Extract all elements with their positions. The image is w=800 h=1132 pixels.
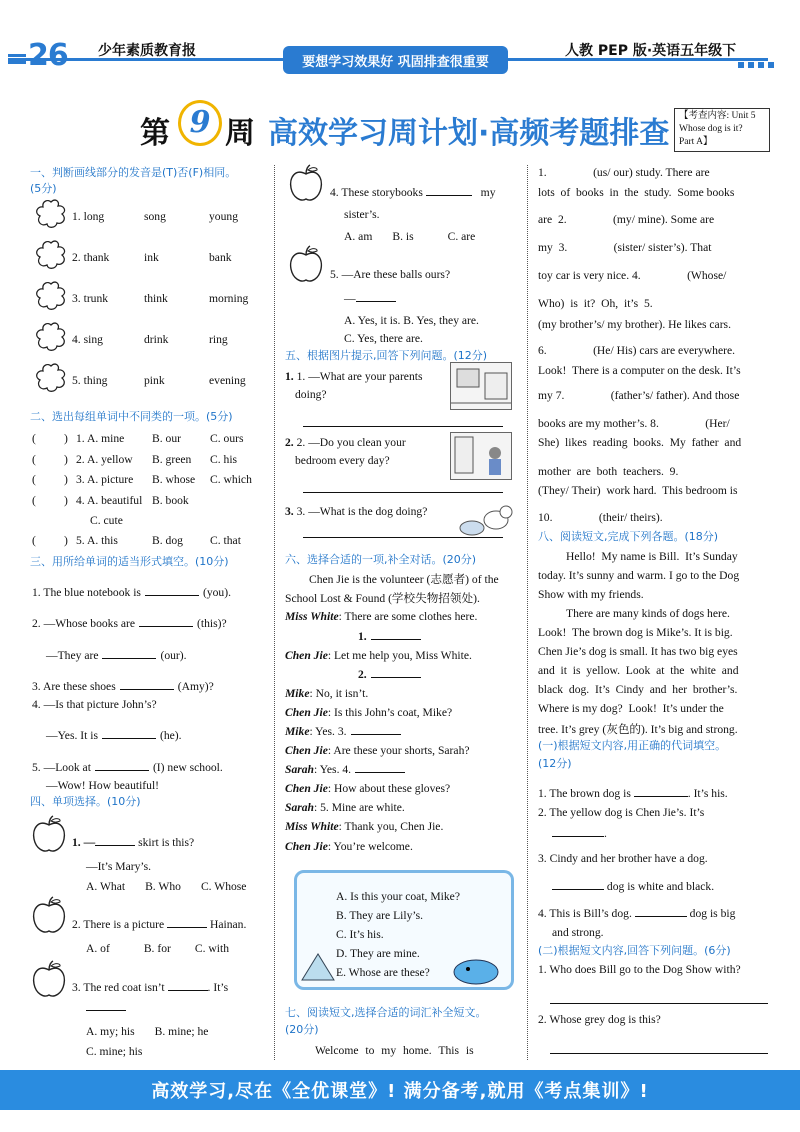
option[interactable]: B. is [392, 230, 414, 243]
speaker: Chen Jie [285, 706, 328, 719]
section-8-title: 八、阅读短文,完成下列各题。(18分) [538, 530, 719, 543]
flower-icon [34, 198, 68, 233]
answer-blank[interactable] [426, 186, 472, 196]
s6-intro: School Lost & Found (学校失物招领处). [285, 592, 480, 605]
s3-stem: —They are [46, 649, 99, 662]
s8-passage-line: Chen Jie’s dog is small. It has two big eyes [538, 645, 738, 658]
s2-cell: ) [64, 432, 68, 445]
s8-sub1-score: (12分) [538, 757, 572, 770]
s8-passage-line: today. It’s sunny and warm. I go to the Dog [538, 569, 740, 582]
page-title: 高效学习周计划·高频考题排查 [268, 116, 670, 151]
s2-cell[interactable]: B. book [152, 494, 189, 507]
section-4-title: 四、单项选择。(10分) [30, 795, 141, 808]
option[interactable]: C. Yes, there are. [344, 332, 423, 345]
s3-question [32, 617, 227, 630]
option[interactable]: A. of [86, 942, 110, 955]
dialogue-text: : How about these gloves? [327, 782, 451, 795]
page-number: 26 [28, 38, 68, 73]
s3-hint: (this)? [197, 617, 227, 630]
q5-3-line1: 3. —What is the dog doing? [296, 505, 428, 518]
answer-blank[interactable] [356, 292, 396, 302]
dialogue-text: 2. [358, 668, 367, 681]
s7-line: 6. (He/ His) cars are everywhere. [538, 344, 736, 357]
s8-passage-line: black dog. It’s Cindy and her brother’s. [538, 683, 738, 696]
s8-q1: 1. The brown dog is [538, 787, 631, 800]
speaker: Chen Jie [285, 744, 328, 757]
s1-word: bank [209, 251, 232, 264]
option[interactable]: B. for [143, 942, 171, 955]
s8-q1-end: . It’s his. [687, 787, 728, 800]
flower-icon [34, 239, 68, 274]
section-1-title: 一、判断画线部分的发音是(T)否(F)相同。 [30, 166, 237, 179]
s3-hint: (you). [202, 586, 231, 599]
s8-passage-line: Look! The brown dog is Mike’s. It is big. [538, 626, 733, 639]
s1-word: drink [144, 333, 169, 346]
s7-line: lots of books in the study. Some books [538, 186, 735, 199]
q4-2-stem: 2. There is a picture [72, 918, 165, 931]
s3-stem: 2. —Whose books are [32, 617, 136, 630]
s8-q4-line2: and strong. [552, 926, 604, 939]
answer-blank[interactable] [167, 918, 207, 928]
s8-r1: 1. Who does Bill go to the Dog Show with? [538, 963, 741, 976]
answer-line[interactable] [550, 1053, 768, 1054]
s3-hint: (our). [160, 649, 187, 662]
flower-icon [34, 280, 68, 315]
s1-word: song [144, 210, 166, 223]
speaker: Mike [285, 687, 310, 700]
q4-4-stem: 4. These storybooks [330, 186, 423, 199]
s7-line: toy car is very nice. 4. (Whose/ [538, 269, 727, 282]
dialogue-line [285, 687, 368, 700]
s2-cell[interactable]: B. dog [152, 534, 183, 547]
grade-label: 人教 PEP 版·英语五年级下 [565, 43, 737, 59]
q4-5-stem: 5. —Are these balls ours? [330, 268, 451, 281]
option[interactable]: C. Whose [200, 880, 247, 893]
s2-cell[interactable]: 3. A. picture [76, 473, 134, 486]
s3-question [46, 649, 187, 662]
s7-line: are 2. (my/ mine). Some are [538, 213, 715, 226]
s3-stem: 5. —Look at [32, 761, 91, 774]
speaker: Mike [285, 725, 310, 738]
section-6-title: 六、选择合适的一项,补全对话。(20分) [285, 553, 477, 566]
q5-2-line2: bedroom every day? [295, 454, 390, 467]
s2-cell: ( [32, 432, 36, 445]
q5-1-line1: 1. —What are your parents [296, 370, 423, 383]
answer-blank[interactable] [552, 880, 604, 890]
speaker: Chen Jie [285, 840, 328, 853]
dialogue-text: : Thank you, Chen Jie. [338, 820, 444, 833]
q5-2-line1: 2. —Do you clean your [296, 436, 406, 449]
s8-q3: 3. Cindy and her brother have a dog. [538, 852, 708, 865]
column-divider [527, 165, 528, 1060]
s2-cell[interactable]: B. green [152, 453, 192, 466]
dialogue-line [285, 840, 413, 853]
footer-banner: 高效学习,尽在《全优课堂》! 满分备考,就用《考点集训》! [0, 1070, 800, 1110]
s2-cell[interactable]: 2. A. yellow [76, 453, 133, 466]
dialogue-line [285, 706, 452, 719]
title-week-post: 周 [225, 116, 255, 151]
s8-passage-line: There are many kinds of dogs here. [566, 607, 730, 620]
s3-stem: 3. Are these shoes [32, 680, 116, 693]
s2-cell: ( [32, 473, 36, 486]
answer-blank[interactable] [102, 729, 156, 739]
s7-line: Look! There is a computer on the desk. It’s [538, 364, 741, 377]
s2-cell: ) [64, 494, 68, 507]
s7-line: mother are both teachers. 9. [538, 465, 679, 478]
q4-5-dash: — [344, 292, 356, 305]
speaker: Chen Jie [285, 782, 328, 795]
s3-question [46, 779, 159, 792]
option[interactable]: C. with [194, 942, 230, 955]
s3-stem: —Yes. It is [46, 729, 98, 742]
s2-cell[interactable]: C. that [210, 534, 241, 547]
dialog-option[interactable]: D. They are mine. [336, 947, 420, 960]
s2-cell[interactable]: 5. A. this [76, 534, 118, 547]
s7-line: 10. (their/ theirs). [538, 511, 663, 524]
s2-cell[interactable]: C. his [210, 453, 238, 466]
s8-passage-line: Hello! My name is Bill. It’s Sunday [566, 550, 738, 563]
dialogue-text: : No, it isn’t. [309, 687, 369, 700]
dialogue-line [285, 725, 401, 738]
answer-blank[interactable] [95, 761, 149, 771]
s3-question [32, 586, 231, 599]
s1-word: young [209, 210, 238, 223]
s2-cell: ( [32, 534, 36, 547]
dialogue-text: : Let me help you, Miss White. [327, 649, 472, 662]
dialogue-text: : There are some clothes here. [338, 610, 478, 623]
option[interactable]: A. What [86, 880, 126, 893]
dialogue-line [358, 630, 421, 643]
s2-cell[interactable]: 4. A. beautiful [76, 494, 143, 507]
s3-question [32, 761, 223, 774]
s8-sub2: (二)根据短文内容,回答下列问题。(6分) [538, 944, 731, 957]
q4-2-end: Hainan. [210, 918, 247, 931]
s3-stem: 1. The blue notebook is [32, 586, 141, 599]
s8-passage-line: tree. It’s grey (灰色的). It’s big and strong. [538, 723, 738, 736]
s7-line: my 3. (sister/ sister’s). That [538, 241, 712, 254]
answer-blank[interactable] [552, 827, 604, 837]
answer-blank[interactable] [120, 680, 174, 690]
apple-icon [30, 960, 68, 1000]
q4-1-line2: —It’s Mary’s. [86, 860, 152, 873]
answer-line[interactable] [550, 1003, 768, 1004]
dialogue-line [285, 744, 470, 757]
s2-cell[interactable]: C. cute [90, 514, 123, 527]
s8-passage-line: Where is my dog? Look! It’s under the [538, 702, 724, 715]
dialogue-text: 1. [358, 630, 367, 643]
s2-cell: ( [32, 453, 36, 466]
section-7-score: (20分) [285, 1023, 319, 1036]
s7-line: my 7. (father’s/ father). And those [538, 389, 740, 402]
dialog-option[interactable]: E. Whose are these? [336, 966, 430, 979]
answer-blank[interactable] [351, 725, 401, 735]
s1-word: ring [209, 333, 228, 346]
answer-blank[interactable] [635, 907, 687, 917]
s3-stem: 4. —Is that picture John’s? [32, 698, 157, 711]
dialogue-line [358, 668, 421, 681]
speaker: Miss White [285, 820, 339, 833]
s8-r2: 2. Whose grey dog is this? [538, 1013, 661, 1026]
section-7-title: 七、阅读短文,选择合适的词汇补全短文。 [285, 1006, 487, 1019]
s7-line: She) likes reading books. My father and [538, 436, 742, 449]
flower-icon [34, 321, 68, 356]
dialogue-line [285, 763, 405, 776]
apple-icon [30, 896, 68, 936]
option[interactable]: A. am [344, 230, 373, 243]
dialogue-line [285, 801, 405, 814]
s2-cell[interactable]: C. ours [210, 432, 244, 445]
s7-line: 1. (us/ our) study. There are [538, 166, 710, 179]
column-divider [274, 165, 275, 1060]
s8-q3-end: dog is white and black. [606, 880, 715, 893]
apple-icon [287, 164, 325, 204]
s7-line: Who) is it? Oh, it’s 5. [538, 297, 653, 310]
s1-word: pink [144, 374, 165, 387]
answer-line[interactable] [303, 426, 503, 427]
scope-line: 【考查内容: Unit 5 [679, 111, 756, 121]
dialogue-line [285, 649, 472, 662]
bedroom-picture [450, 432, 512, 480]
answer-blank[interactable] [102, 649, 156, 659]
s8-passage-line: Show with my friends. [538, 588, 644, 601]
s1-word: evening [209, 374, 246, 387]
dialogue-text: : 5. Mine are white. [314, 801, 405, 814]
dialogue-text: : Are these your shorts, Sarah? [327, 744, 470, 757]
shell-icon [298, 950, 338, 984]
dialogue-text: : Is this John’s coat, Mike? [327, 706, 453, 719]
option[interactable]: C. are [447, 230, 476, 243]
dialogue-line [285, 610, 477, 623]
scope-line: Part A】 [679, 137, 713, 147]
s1-word: think [144, 292, 168, 305]
s8-q2: 2. The yellow dog is Chen Jie’s. It’s [538, 806, 705, 819]
scope-box [674, 108, 770, 152]
s8-sub1: (一)根据短文内容,用正确的代词填空。 [538, 739, 727, 752]
s2-cell: ) [64, 534, 68, 547]
flower-icon [34, 362, 68, 397]
speaker: Sarah [285, 801, 315, 814]
s3-hint: (I) new school. [152, 761, 223, 774]
dialog-option[interactable]: A. Is this your coat, Mike? [336, 890, 460, 903]
s3-hint: (Amy)? [177, 680, 214, 693]
section-1-score: (5分) [30, 182, 57, 195]
s1-word: 3. trunk [72, 292, 109, 305]
section-3-title: 三、用所给单词的适当形式填空。(10分) [30, 555, 229, 568]
q4-4-end: my [480, 186, 496, 199]
s7-start: Welcome to my home. This is [315, 1044, 474, 1057]
s8-passage-line: and it is yellow. Look at the white and [538, 664, 739, 677]
s2-cell: ( [32, 494, 36, 507]
answer-blank[interactable] [371, 630, 421, 640]
s3-stem: —Wow! How beautiful! [46, 779, 160, 792]
header-banner: 要想学习效果好 巩固排查很重要 [283, 46, 508, 74]
apple-icon [30, 815, 68, 855]
dialogue-line [285, 782, 450, 795]
s1-word: 1. long [72, 210, 105, 223]
option[interactable]: A. my; his [86, 1025, 135, 1038]
speaker: Chen Jie [285, 649, 328, 662]
q4-1-end: skirt is this? [138, 836, 195, 849]
q4-3-stem: 3. The red coat isn’t [72, 981, 165, 994]
q4-4-line2: sister’s. [344, 208, 380, 221]
speaker: Miss White [285, 610, 339, 623]
section-2-title: 二、选出每组单词中不同类的一项。(5分) [30, 410, 233, 423]
s2-cell[interactable]: 1. A. mine [76, 432, 125, 445]
answer-blank[interactable] [145, 586, 199, 596]
dialogue-text: : Yes. 4. [314, 763, 352, 776]
title-week-pre: 第 [140, 116, 170, 151]
answer-blank[interactable] [371, 668, 421, 678]
s8-q4-end: dog is big [689, 907, 736, 920]
answer-blank[interactable] [139, 617, 193, 627]
s3-question [32, 680, 214, 693]
option[interactable]: B. mine; he [154, 1025, 209, 1038]
s7-line: (They/ Their) work hard. This bedroom is [538, 484, 738, 497]
dialogue-line [285, 820, 443, 833]
answer-blank[interactable] [86, 1001, 126, 1011]
s1-word: 2. thank [72, 251, 110, 264]
week-number-badge: 9 [178, 100, 222, 146]
s2-cell[interactable]: B. our [152, 432, 181, 445]
s2-cell[interactable]: C. which [210, 473, 252, 486]
scope-line: Whose dog is it? [679, 124, 743, 134]
speaker: Sarah [285, 763, 315, 776]
parents-picture [450, 362, 512, 410]
dialog-option[interactable]: B. They are Lily’s. [336, 909, 424, 922]
q5-1-line2: doing? [295, 388, 327, 401]
s3-question [46, 729, 182, 742]
option[interactable]: C. mine; his [86, 1045, 143, 1058]
dialog-option[interactable]: C. It’s his. [336, 928, 384, 941]
s3-question [32, 698, 157, 711]
section-5-title: 五、根据图片提示,回答下列问题。(12分) [285, 349, 488, 362]
s6-intro: Chen Jie is the volunteer (志愿者) of the [309, 573, 499, 586]
q4-1-stem: 1. — [72, 836, 96, 849]
s1-word: ink [144, 251, 159, 264]
paper-name: 少年素质教育报 [98, 43, 196, 59]
answer-blank[interactable] [634, 787, 688, 797]
s7-line: (my brother’s/ my brother). He likes cars. [538, 318, 731, 331]
whale-icon [448, 952, 508, 986]
dog-picture [458, 500, 514, 538]
q4-3-end: . It’s [207, 981, 229, 994]
s1-word: 5. thing [72, 374, 108, 387]
s1-word: 4. sing [72, 333, 103, 346]
option[interactable]: A. Yes, it is. B. Yes, they are. [344, 314, 479, 327]
answer-blank[interactable] [168, 981, 208, 991]
s8-q4: 4. This is Bill’s dog. [538, 907, 632, 920]
option[interactable]: B. Who [145, 880, 181, 893]
dialogue-text: : Yes. 3. [309, 725, 347, 738]
answer-blank[interactable] [355, 763, 405, 773]
s2-cell: ) [64, 473, 68, 486]
answer-line[interactable] [303, 492, 503, 493]
s2-cell[interactable]: B. whose [152, 473, 196, 486]
s7-line: books are my mother’s. 8. (Her/ [538, 417, 730, 430]
answer-blank[interactable] [95, 836, 135, 846]
apple-icon [287, 245, 325, 285]
s2-cell: ) [64, 453, 68, 466]
s3-hint: (he). [159, 729, 182, 742]
dialogue-text: : You’re welcome. [327, 840, 413, 853]
s1-word: morning [209, 292, 249, 305]
header-dots [738, 62, 778, 68]
